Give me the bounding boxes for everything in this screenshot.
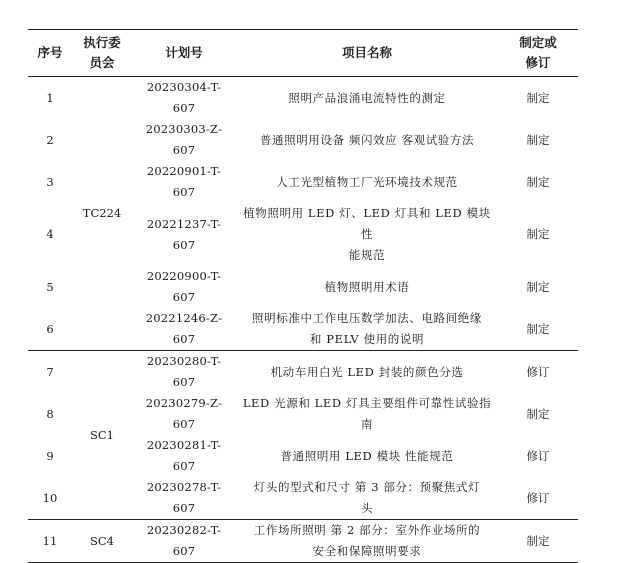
header-plan-number: 计划号 xyxy=(132,30,236,77)
committee-cell: SC1 xyxy=(72,351,132,520)
plan-number: 20220901-T- 607 xyxy=(146,164,222,199)
revision-type: 制定 xyxy=(498,520,578,563)
plan-number: 20230281-T- 607 xyxy=(146,438,222,473)
table-row xyxy=(28,77,578,120)
revision-type: 修订 xyxy=(526,364,550,379)
plan-number: 20230280-T- 607 xyxy=(146,354,222,389)
project-name: LED 光源和 LED 灯具主要组件可靠性试验指 南 xyxy=(242,396,492,431)
row-number: 9 xyxy=(46,448,54,463)
revision-type: 修订 xyxy=(498,477,578,520)
row-number: 10 xyxy=(28,477,72,520)
revision-type: 制定 xyxy=(526,174,550,189)
committee-cell: TC224 xyxy=(72,77,132,351)
row-number: 6 xyxy=(28,308,72,351)
project-name: 人工光型植物工厂光环境技术规范 xyxy=(276,174,458,189)
header-committee: 执行委 员会 xyxy=(72,30,132,77)
table-row xyxy=(28,520,578,563)
project-name: 照明标准中工作电压数学加法、电路间绝缘 和 PELV 使用的说明 xyxy=(236,308,498,351)
plan-number: 20230282-T- 607 xyxy=(132,520,236,563)
revision-type: 制定 xyxy=(526,279,550,294)
project-name: 工作场所照明 第 2 部分：室外作业场所的 安全和保障照明要求 xyxy=(236,520,498,563)
table-header-row xyxy=(28,30,578,77)
revision-type: 制定 xyxy=(526,406,550,421)
plan-number: 20230279-Z- 607 xyxy=(145,396,223,431)
row-number: 2 xyxy=(46,132,54,147)
header-type: 制定或 修订 xyxy=(498,30,578,77)
plan-number: 20221237-T- 607 xyxy=(146,216,222,252)
committee-cell: SC4 xyxy=(72,520,132,563)
revision-type: 制定 xyxy=(498,308,578,351)
project-name: 机动车用白光 LED 封装的颜色分选 xyxy=(270,364,464,379)
plan-number: 20221246-Z- 607 xyxy=(132,308,236,351)
row-number: 3 xyxy=(46,174,54,189)
row-number: 1 xyxy=(46,90,54,105)
table-row xyxy=(28,351,578,394)
plan-number: 20230278-T- 607 xyxy=(132,477,236,520)
row-number: 4 xyxy=(46,227,54,241)
revision-type: 修订 xyxy=(526,448,550,463)
standards-plan-table xyxy=(28,29,578,563)
project-name: 灯头的型式和尺寸 第 3 部分：预聚焦式灯 头 xyxy=(236,477,498,520)
standards-table-container xyxy=(28,29,578,563)
revision-type: 制定 xyxy=(526,90,550,105)
plan-number: 20230304-T- 607 xyxy=(146,80,222,115)
table-body xyxy=(28,77,578,563)
row-number: 5 xyxy=(46,279,54,294)
plan-number: 20230303-Z- 607 xyxy=(145,122,223,157)
header-project-name: 项目名称 xyxy=(236,30,498,77)
row-number: 7 xyxy=(46,364,54,379)
revision-type: 制定 xyxy=(526,132,550,147)
project-name: 照明产品浪涌电流特性的测定 xyxy=(288,90,446,105)
plan-number: 20220900-T- 607 xyxy=(146,269,222,304)
header-no: 序号 xyxy=(28,30,72,77)
project-name: 植物照明用术语 xyxy=(324,279,410,294)
row-number: 8 xyxy=(46,406,54,421)
revision-type: 制定 xyxy=(526,227,550,241)
row-number: 11 xyxy=(28,520,72,563)
project-name: 植物照明用 LED 灯、LED 灯具和 LED 模块 性 能规范 xyxy=(243,206,491,262)
project-name: 普通照明用 LED 模块 性能规范 xyxy=(280,448,454,463)
project-name: 普通照明用设备 频闪效应 客观试验方法 xyxy=(259,132,475,147)
